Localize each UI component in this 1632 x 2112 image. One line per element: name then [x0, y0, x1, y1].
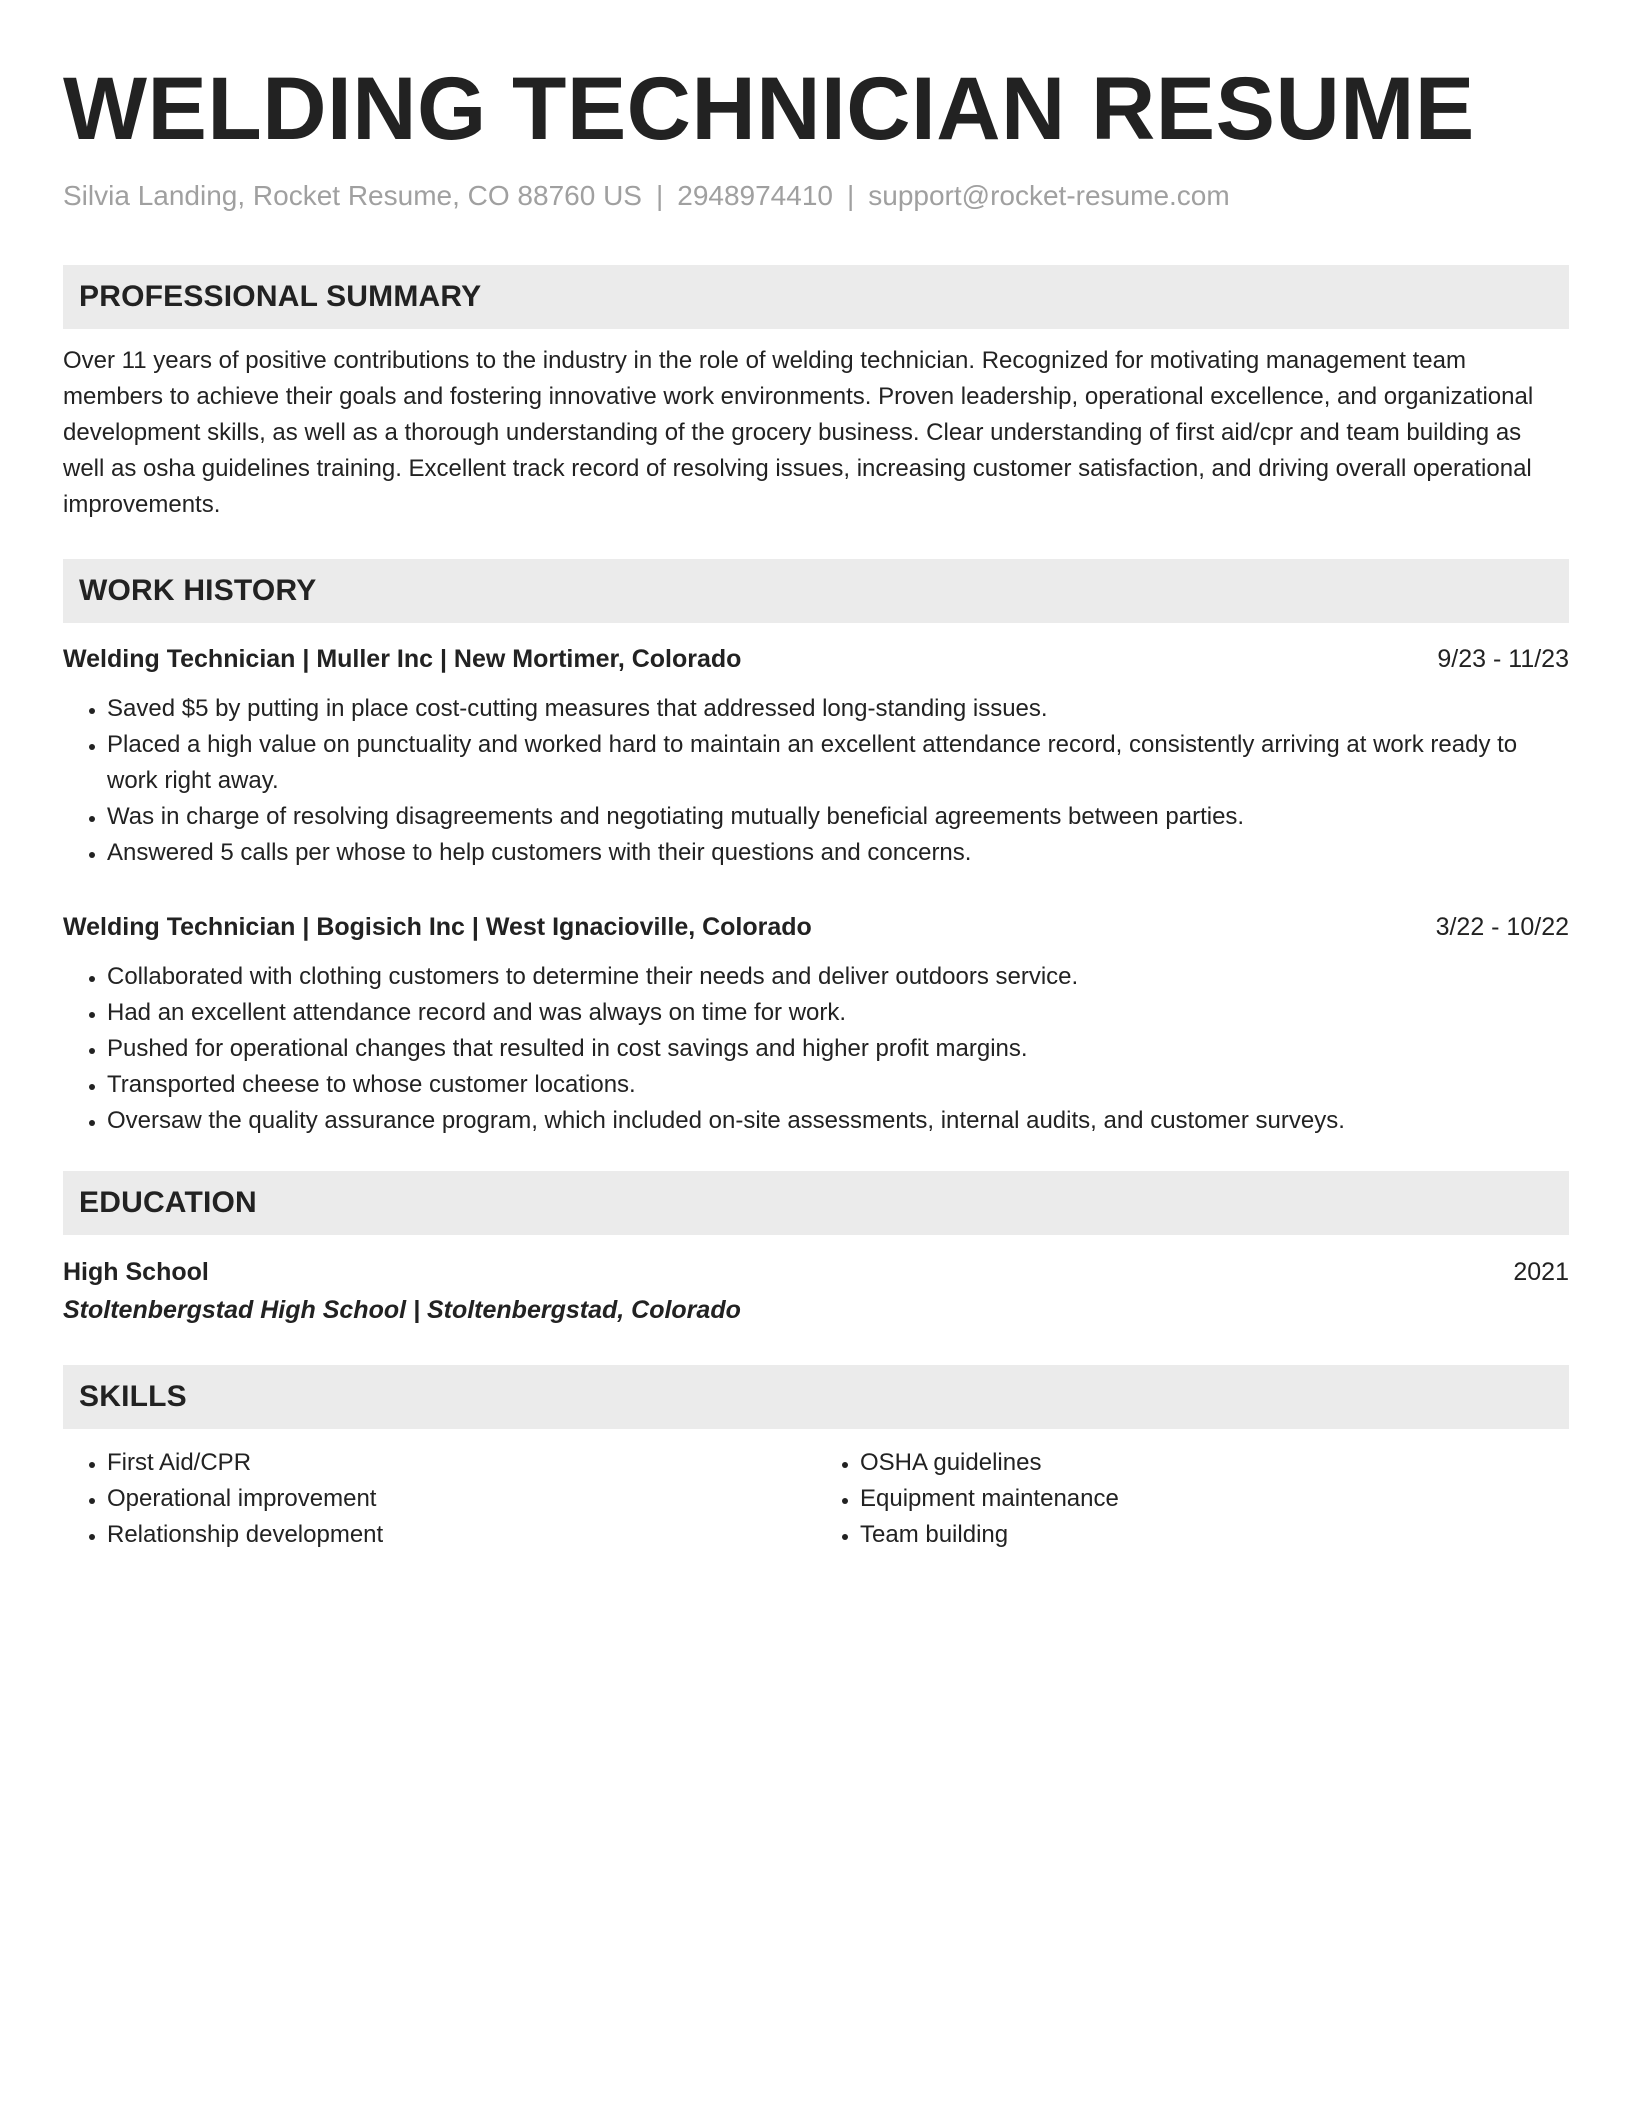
job-header [63, 909, 1569, 945]
job-bullet: • Transported cheese to whose customer locations. [107, 1067, 1569, 1103]
skill-item: • Relationship development [107, 1517, 816, 1553]
job-bullet: • Placed a high value on punctuality and worked hard to maintain an excellent attendance record, consistently arriving at work ready to work right away. [107, 727, 1569, 799]
education-entry [63, 1253, 1569, 1329]
summary-text: Over 11 years of positive contributions to the industry in the role of welding technician. Recognized for motivating management team members to achieve their goals and fostering innovative work environments. Proven leadership, operational excellence, and organizational development skills, as well as a thorough understanding of the grocery business. Clear understanding of first aid/cpr and team building as well as osha guidelines training. Excellent track record of resolving issues, increasing customer satisfaction, and driving overall operational improvements. [63, 346, 1534, 518]
job-bullets [63, 959, 1569, 1139]
contact-phone: 2948974410 [677, 180, 833, 211]
job-title: Welding Technician | Bogisich Inc | West Ignacioville, Colorado [63, 912, 812, 941]
skills-list [816, 1445, 1569, 1553]
skills-list [63, 1445, 816, 1553]
job-bullet: • Oversaw the quality assurance program, which included on-site assessments, internal audits, and customer surveys. [107, 1103, 1569, 1139]
work-history-heading: WORK HISTORY [63, 559, 1569, 623]
job-bullet: • Was in charge of resolving disagreements and negotiating mutually beneficial agreements between parties. [107, 799, 1569, 835]
job-bullet: • Had an excellent attendance record and was always on time for work. [107, 995, 1569, 1031]
skills-column-left [63, 1445, 816, 1553]
skills-grid [63, 1445, 1569, 1553]
education-school: Stoltenbergstad High School | Stoltenbergstad, Colorado [63, 1295, 741, 1324]
resume-title: WELDING TECHNICIAN RESUME [63, 58, 1475, 158]
education-year: 2021 [1513, 1257, 1569, 1286]
skill-item: • OSHA guidelines [860, 1445, 1569, 1481]
skills-column-right [816, 1445, 1569, 1553]
job-bullet: • Collaborated with clothing customers to determine their needs and deliver outdoors service. [107, 959, 1569, 995]
job-header [63, 641, 1569, 677]
skill-item: • Team building [860, 1517, 1569, 1553]
job-bullet: • Answered 5 calls per whose to help customers with their questions and concerns. [107, 835, 1569, 871]
job-dates: 9/23 - 11/23 [1437, 644, 1569, 673]
education-heading: EDUCATION [63, 1171, 1569, 1235]
job-entry [63, 641, 1569, 871]
job-bullet: • Saved $5 by putting in place cost-cutting measures that addressed long-standing issues. [107, 691, 1569, 727]
contact-email: support@rocket-resume.com [868, 180, 1230, 211]
contact-address: Silvia Landing, Rocket Resume, CO 88760 US [63, 180, 642, 211]
job-bullets [63, 691, 1569, 871]
job-bullet: • Pushed for operational changes that resulted in cost savings and higher profit margins. [107, 1031, 1569, 1067]
skill-item: • Equipment maintenance [860, 1481, 1569, 1517]
skill-item: • First Aid/CPR [107, 1445, 816, 1481]
education-degree: High School [63, 1257, 209, 1286]
job-entry [63, 909, 1569, 1139]
skills-heading: SKILLS [63, 1365, 1569, 1429]
contact-line [63, 179, 1569, 213]
job-dates: 3/22 - 10/22 [1435, 912, 1569, 941]
education-header [63, 1253, 1569, 1291]
summary-heading: PROFESSIONAL SUMMARY [63, 265, 1569, 329]
contact-separator: | [846, 180, 855, 211]
job-title: Welding Technician | Muller Inc | New Mortimer, Colorado [63, 644, 742, 673]
contact-separator: | [655, 180, 664, 211]
skill-item: • Operational improvement [107, 1481, 816, 1517]
